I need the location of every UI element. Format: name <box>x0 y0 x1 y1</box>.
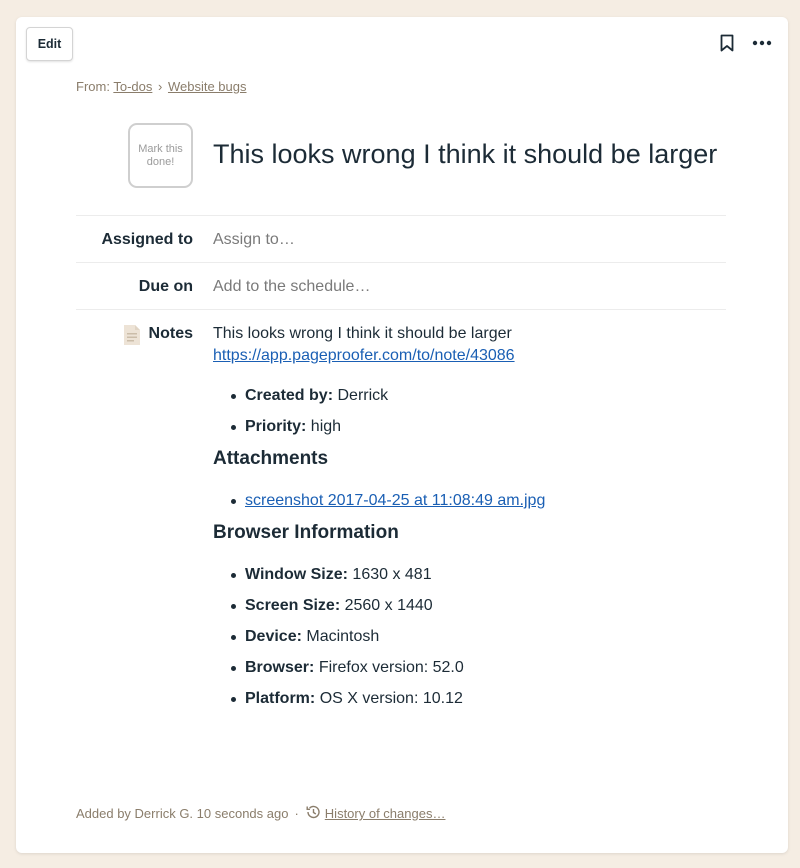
divider <box>76 262 726 263</box>
info-key: Device: <box>245 628 302 645</box>
info-value: Firefox version: 52.0 <box>318 659 464 676</box>
browser-info-list <box>213 564 733 710</box>
attachment-link[interactable]: screenshot 2017-04-25 at 11:08:49 am.jpg <box>245 492 546 509</box>
list-item <box>229 688 733 710</box>
info-key: Browser: <box>245 659 315 676</box>
top-actions <box>720 34 772 52</box>
list-item <box>229 564 733 586</box>
browser-info-heading: Browser Information <box>213 522 399 543</box>
attachments-heading: Attachments <box>213 448 329 469</box>
due-label: Due on <box>138 278 193 295</box>
added-by-text: Added by Derrick G. 10 seconds ago <box>76 806 289 821</box>
footer <box>76 804 445 823</box>
info-key: Screen Size: <box>245 597 341 614</box>
breadcrumb-separator: › <box>158 79 163 94</box>
history-icon <box>305 804 321 823</box>
notes-content <box>213 323 733 719</box>
due-date-input[interactable]: Add to the schedule… <box>213 278 371 295</box>
breadcrumb <box>76 79 247 94</box>
meta-value: Derrick <box>337 387 389 404</box>
todo-title: This looks wrong I think it should be larger <box>213 139 718 169</box>
divider <box>76 215 726 216</box>
list-item <box>229 385 733 407</box>
todo-card <box>16 17 788 853</box>
list-item <box>229 657 733 679</box>
footer-separator: · <box>294 806 299 821</box>
info-key: Window Size: <box>245 566 348 583</box>
assign-input[interactable]: Assign to… <box>213 231 295 248</box>
note-link[interactable]: https://app.pageproofer.com/to/note/43086 <box>213 347 515 364</box>
list-item <box>229 626 733 648</box>
meta-key: Created by: <box>245 387 334 404</box>
history-link[interactable]: History of changes… <box>324 806 446 821</box>
assigned-label: Assigned to <box>101 231 193 248</box>
edit-button[interactable]: Edit <box>26 27 73 61</box>
breadcrumb-list-link[interactable]: Website bugs <box>167 79 247 94</box>
info-value: Macintosh <box>306 628 380 645</box>
breadcrumb-prefix: From: <box>76 79 110 94</box>
more-icon[interactable] <box>752 40 772 46</box>
list-item <box>229 416 733 438</box>
breadcrumb-project-link[interactable]: To-dos <box>113 79 153 94</box>
info-value: 1630 x 481 <box>352 566 432 583</box>
notes-icon <box>123 324 141 351</box>
meta-value: high <box>310 418 342 435</box>
info-value: 2560 x 1440 <box>344 597 433 614</box>
notes-text: This looks wrong I think it should be larger <box>213 325 512 342</box>
divider <box>76 309 726 310</box>
attachments-list <box>213 490 733 512</box>
list-item <box>229 595 733 617</box>
meta-list <box>213 385 733 438</box>
notes-label: Notes <box>148 325 193 342</box>
mark-done-checkbox[interactable]: Mark this done! <box>128 123 193 188</box>
info-value: OS X version: 10.12 <box>319 690 463 707</box>
meta-key: Priority: <box>245 418 307 435</box>
list-item <box>229 490 733 512</box>
info-key: Platform: <box>245 690 316 707</box>
bookmark-icon[interactable] <box>720 34 734 52</box>
